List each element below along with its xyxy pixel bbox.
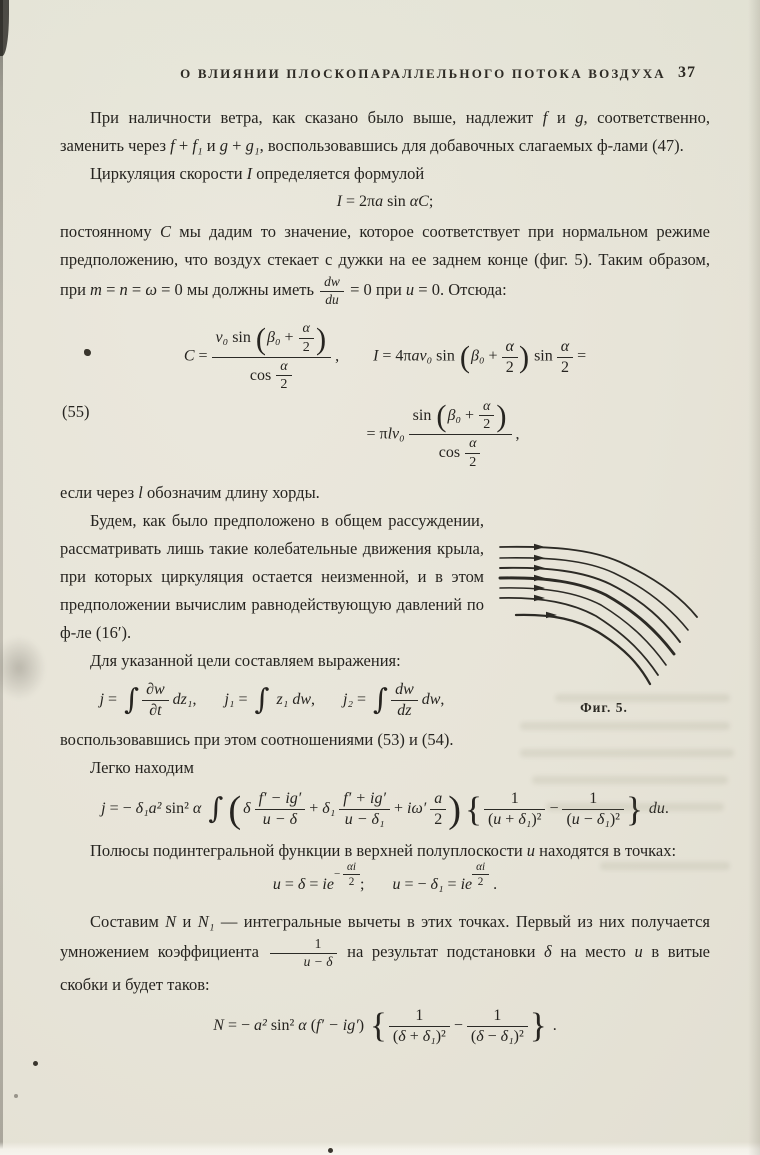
text-run: + [280, 329, 298, 347]
text-run: a [434, 790, 443, 808]
fraction [502, 337, 518, 378]
text-run: )² [531, 811, 542, 829]
text-figure-wrap-zone [60, 507, 710, 782]
text-run: и [202, 136, 220, 155]
text-run: = − [400, 876, 431, 894]
text-run: − [449, 1017, 467, 1035]
text-run: du [325, 291, 339, 307]
text-run: f₁ [192, 136, 203, 155]
text-run: Легко находим [90, 758, 194, 778]
ink-speck [33, 1061, 38, 1066]
text-run: u [272, 876, 281, 894]
text-run: N [213, 1017, 224, 1035]
text-run: { [370, 1006, 387, 1046]
text-run: 2 [280, 376, 288, 393]
paragraph-constant-c [60, 218, 710, 309]
text-run: β₀ [447, 406, 461, 424]
text-run: Составим [90, 912, 166, 932]
scan-edge-bottom [0, 1142, 760, 1155]
text-run: } [625, 789, 643, 829]
text-run: ( [470, 1027, 477, 1045]
page-bleed-through [546, 803, 724, 811]
text-run: — интегральные вычеты в этих точках. Первый из них получается умножением коэффициента [60, 912, 710, 962]
scan-smudge [0, 636, 46, 700]
text-run: z₁ dw [272, 691, 311, 709]
text-run: ( [566, 811, 572, 829]
text-run: 1 [493, 1006, 502, 1024]
text-run: на место [551, 942, 635, 962]
text-run: δ₁ [518, 811, 532, 829]
text-run: ∫ [124, 681, 140, 716]
text-run: dw [395, 681, 414, 699]
text-run: ( [255, 321, 266, 356]
text-run: a² [254, 1017, 267, 1035]
text-run: av₀ [411, 347, 433, 365]
text-run: , [311, 691, 315, 709]
text-run: dz [397, 702, 412, 720]
text-run: + [174, 136, 193, 155]
text-run: dw [324, 273, 340, 289]
text-run: . [489, 876, 498, 894]
ink-speck [328, 1148, 333, 1153]
text-run: f′ − ig′ [258, 790, 302, 808]
text-run: ω [145, 279, 157, 299]
page-content [60, 66, 710, 1054]
text-run: cos [438, 443, 465, 461]
text-run: 2 [477, 876, 484, 889]
fraction [389, 1006, 450, 1047]
text-run: C [183, 347, 195, 365]
text-run: sin [412, 406, 436, 424]
text-run: + [405, 1027, 423, 1045]
text-run: 2 [560, 358, 569, 376]
text-run: 1 [510, 790, 519, 808]
text-run: f′ + ig′ [343, 790, 386, 808]
text-run: u [571, 811, 580, 829]
text-run: ie [460, 876, 473, 894]
text-run: sin² [161, 800, 193, 818]
text-run: v₀ [215, 329, 229, 347]
text-run: 1 [589, 790, 598, 808]
text-run: ie [322, 876, 334, 894]
equation-residue-n [60, 1006, 710, 1047]
text-run: dw [417, 691, 441, 709]
text-run: I [373, 347, 379, 365]
text-run: j [101, 800, 106, 818]
text-run: δ [544, 942, 552, 962]
text-run: = [443, 876, 461, 894]
text-run: n [119, 279, 128, 299]
text-run: } [529, 1006, 547, 1046]
text-run: = 0. Отсюда: [414, 279, 507, 299]
page-number: 37 [678, 64, 696, 81]
math-group [334, 860, 360, 889]
text-run: + [484, 347, 502, 365]
text-run: δ [476, 1027, 484, 1045]
text-run: = [127, 279, 146, 299]
text-run: находятся в точках: [535, 841, 677, 861]
text-run: Циркуляция скорости [90, 164, 247, 183]
text-run: j₁ [224, 691, 235, 709]
text-run: sin² [266, 1017, 299, 1035]
text-run: = 0 при [345, 279, 406, 299]
text-run: dz₁ [168, 691, 193, 709]
text-run: ( [487, 811, 494, 829]
text-run: β₀ [470, 347, 485, 365]
text-run: ; [360, 876, 365, 894]
fraction [467, 1006, 528, 1047]
scan-corner-top-left [0, 0, 9, 56]
text-run: )² [609, 811, 620, 829]
text-run: sin [432, 347, 459, 365]
text-run: )² [435, 1027, 446, 1045]
fraction [472, 860, 489, 889]
text-run: 2 [505, 358, 514, 376]
text-run: мы дадим то значение, которое соответствует при нормальном режиме предположению, что воздух стекает с дужки на ее заднем конце (фиг. 5). Таким образом, при [60, 221, 710, 299]
text-run: = [353, 691, 371, 709]
text-run: sin [530, 347, 557, 365]
text-run: j₂ [343, 691, 354, 709]
text-run: обозначим длину хорды. [142, 483, 320, 503]
text-run: 2 [348, 876, 355, 889]
text-run: g [219, 136, 228, 155]
running-header [60, 66, 710, 88]
paragraph-chord-length [60, 479, 710, 507]
arrowhead-icon [534, 555, 545, 561]
text-run: δ [243, 800, 251, 818]
text-run: Для указанной цели составляем выражения: [90, 651, 401, 671]
text-run: ) [448, 788, 462, 831]
text-run: ( [459, 340, 470, 375]
text-run: sin [383, 193, 410, 210]
text-run: , [192, 691, 197, 709]
arrowhead-icon [534, 565, 545, 571]
fraction [343, 860, 360, 889]
fraction [142, 680, 169, 721]
text-run: = [234, 691, 252, 709]
text-run: = [104, 691, 122, 709]
text-run: = 4π [378, 347, 412, 365]
text-run: α [483, 397, 491, 414]
text-run: u − δ [303, 954, 333, 970]
text-run: ( [306, 1017, 317, 1035]
text-run: 1 [314, 936, 322, 952]
text-run: lv₀ [387, 425, 405, 443]
paragraph-poles [60, 837, 710, 865]
text-run: , соответственно, заменить через [60, 108, 710, 155]
math-group [472, 860, 489, 889]
text-run: δ₁a² [135, 800, 162, 818]
text-run: β₀ [266, 329, 281, 347]
fraction [409, 398, 512, 471]
paragraph-circulation-intro [60, 160, 710, 188]
text-run: + [228, 136, 246, 155]
text-run: в витые скобки и будет таков: [60, 942, 710, 994]
text-run: + [461, 406, 479, 424]
text-run: − [333, 868, 344, 881]
fraction [270, 936, 337, 971]
text-run: m [90, 279, 102, 299]
text-run: = π [366, 425, 388, 443]
text-run: g [575, 108, 584, 127]
paragraph-residues [60, 908, 710, 999]
text-run: − [545, 800, 563, 818]
paragraph-wind-presence [60, 104, 710, 160]
text-run: g₁ [245, 136, 260, 155]
running-header-title: О ВЛИЯНИИ ПЛОСКОПАРАЛЛЕЛЬНОГО ПОТОКА ВОЗДУХА [180, 66, 666, 81]
text-run: u − δ₁ [344, 811, 385, 829]
text-run: , [440, 691, 445, 709]
text-run: u [392, 876, 401, 894]
text-run: u − δ [262, 811, 298, 829]
text-run: . [548, 1017, 557, 1035]
streamlines-figure [498, 537, 710, 689]
text-run: = − [105, 800, 136, 818]
page-bleed-through [555, 694, 730, 702]
text-run: N₁ [197, 912, 215, 932]
text-run: и [547, 108, 576, 127]
fraction [465, 435, 480, 471]
text-run: = − [223, 1017, 255, 1035]
text-run: = 2π [342, 193, 376, 210]
ink-speck [14, 1094, 18, 1098]
text-run: ) [315, 321, 327, 356]
text-run: определяется формулой [252, 164, 425, 183]
text-run: j [99, 691, 105, 709]
text-run: f [170, 136, 175, 155]
text-run: αC [409, 193, 429, 210]
fraction [479, 398, 494, 434]
fraction [430, 789, 446, 830]
text-run: f [542, 108, 548, 127]
text-run: δ [297, 876, 306, 894]
text-run: воспользовавшись при этом соотношениями (53) и (54). [60, 730, 454, 750]
text-run: − [483, 1027, 501, 1045]
fraction [212, 320, 332, 393]
text-run: I [246, 164, 253, 183]
equation-55-line1 [60, 320, 710, 393]
text-run: α [280, 357, 288, 374]
text-run: du [644, 800, 665, 818]
text-run: ∂w [146, 681, 165, 699]
text-run: l [138, 483, 143, 503]
fraction [391, 680, 418, 721]
text-run: ) [358, 1017, 369, 1035]
fraction [557, 337, 573, 378]
text-run: f′ − ig′ [316, 1017, 359, 1035]
text-run: 2 [469, 453, 477, 470]
text-run: При наличности ветра, как сказано было выше, надлежит [90, 108, 543, 127]
text-run: = [573, 347, 587, 365]
equation-55-line2 [118, 398, 760, 471]
text-run: если через [60, 483, 139, 503]
text-run: ∫ [208, 790, 224, 825]
equation-j-integrals [60, 680, 484, 721]
text-run: = [305, 876, 323, 894]
fraction [255, 789, 306, 830]
text-run: u [634, 942, 643, 962]
text-run: u [405, 279, 415, 299]
text-run: + [389, 800, 408, 818]
text-run: + [501, 811, 519, 829]
fraction [276, 358, 291, 394]
page-bleed-through [520, 749, 734, 757]
text-run: δ₁ [422, 1027, 436, 1045]
text-run: = [194, 347, 212, 365]
text-run: δ₁ [500, 1027, 514, 1045]
figure-5 [498, 537, 710, 716]
text-run: sin [228, 329, 255, 347]
text-run: = 0 мы должны иметь [157, 279, 319, 299]
fraction [484, 789, 545, 830]
page-bleed-through [600, 862, 730, 870]
equation-55-block [60, 320, 710, 471]
fraction [320, 274, 344, 309]
text-run: 2 [483, 416, 491, 433]
text-run: ∫ [254, 681, 270, 716]
text-run: ) [518, 340, 530, 375]
text-run: постоянному [60, 221, 160, 241]
text-run: − [579, 811, 597, 829]
text-run: ∂t [149, 702, 162, 720]
text-run: ∫ [373, 681, 389, 716]
text-run: a [375, 193, 384, 210]
figure-caption: Фиг. 5. [580, 700, 628, 716]
text-run: 1 [415, 1006, 424, 1024]
text-run: = [280, 876, 298, 894]
text-run: αi [347, 861, 357, 874]
scan-edge-left [0, 0, 3, 1155]
text-run: + [305, 800, 323, 818]
text-run: α [505, 337, 514, 355]
text-run: Полюсы подинтегральной функции в верхней полуплоскости [90, 841, 527, 861]
text-run: δ [398, 1027, 406, 1045]
fraction [339, 789, 390, 830]
text-run: )² [513, 1027, 524, 1045]
text-run: cos [249, 366, 276, 384]
text-run: 2 [434, 811, 443, 829]
text-run: = [101, 279, 120, 299]
text-run: ( [436, 398, 447, 433]
text-run: , воспользовавшись для добавочных слагаемых ф-лами (47). [259, 136, 684, 155]
page-bleed-through [532, 776, 728, 784]
text-run: ( [228, 788, 242, 831]
text-run: δ₁ [322, 800, 336, 818]
text-run: δ₁ [430, 876, 444, 894]
text-run: I [336, 193, 342, 210]
text-run: . [664, 800, 669, 818]
text-run: α [560, 337, 570, 355]
text-run: u [493, 811, 502, 829]
scan-edge-right [748, 0, 760, 1155]
text-run: α [302, 320, 310, 337]
text-run: α [469, 434, 477, 451]
page-bleed-through [520, 722, 730, 730]
arrowhead-icon [534, 544, 545, 550]
text-run: на результат подстановки [338, 942, 545, 962]
text-run: iω′ [407, 800, 427, 818]
text-run: δ₁ [596, 811, 610, 829]
equation-circulation [60, 193, 710, 211]
text-run: 2 [302, 339, 310, 355]
text-run: , [331, 347, 340, 365]
text-run: α [192, 800, 202, 818]
text-run: u [526, 841, 536, 861]
text-run: ( [392, 1027, 399, 1045]
fraction [299, 320, 314, 356]
text-run: C [159, 221, 171, 241]
text-run: Будем, как было предположено в общем рассуждении, рассматривать лишь такие колебательные движения крыла, при которых циркуляция остается неизменной, и в этом предположении вычислим равнодействующую давлений по ф-ле (16′). [60, 511, 484, 643]
ink-speck [84, 349, 91, 356]
text-run [201, 800, 205, 817]
text-run: , [511, 425, 520, 443]
text-run: и [176, 912, 198, 932]
text-run: ; [428, 193, 434, 210]
text-run: { [465, 789, 482, 829]
text-run: αi [476, 861, 486, 874]
equation-number-55: (55) [62, 402, 90, 422]
text-run: α [298, 1017, 307, 1035]
text-run: ) [496, 398, 507, 433]
text-run: N [165, 912, 177, 932]
